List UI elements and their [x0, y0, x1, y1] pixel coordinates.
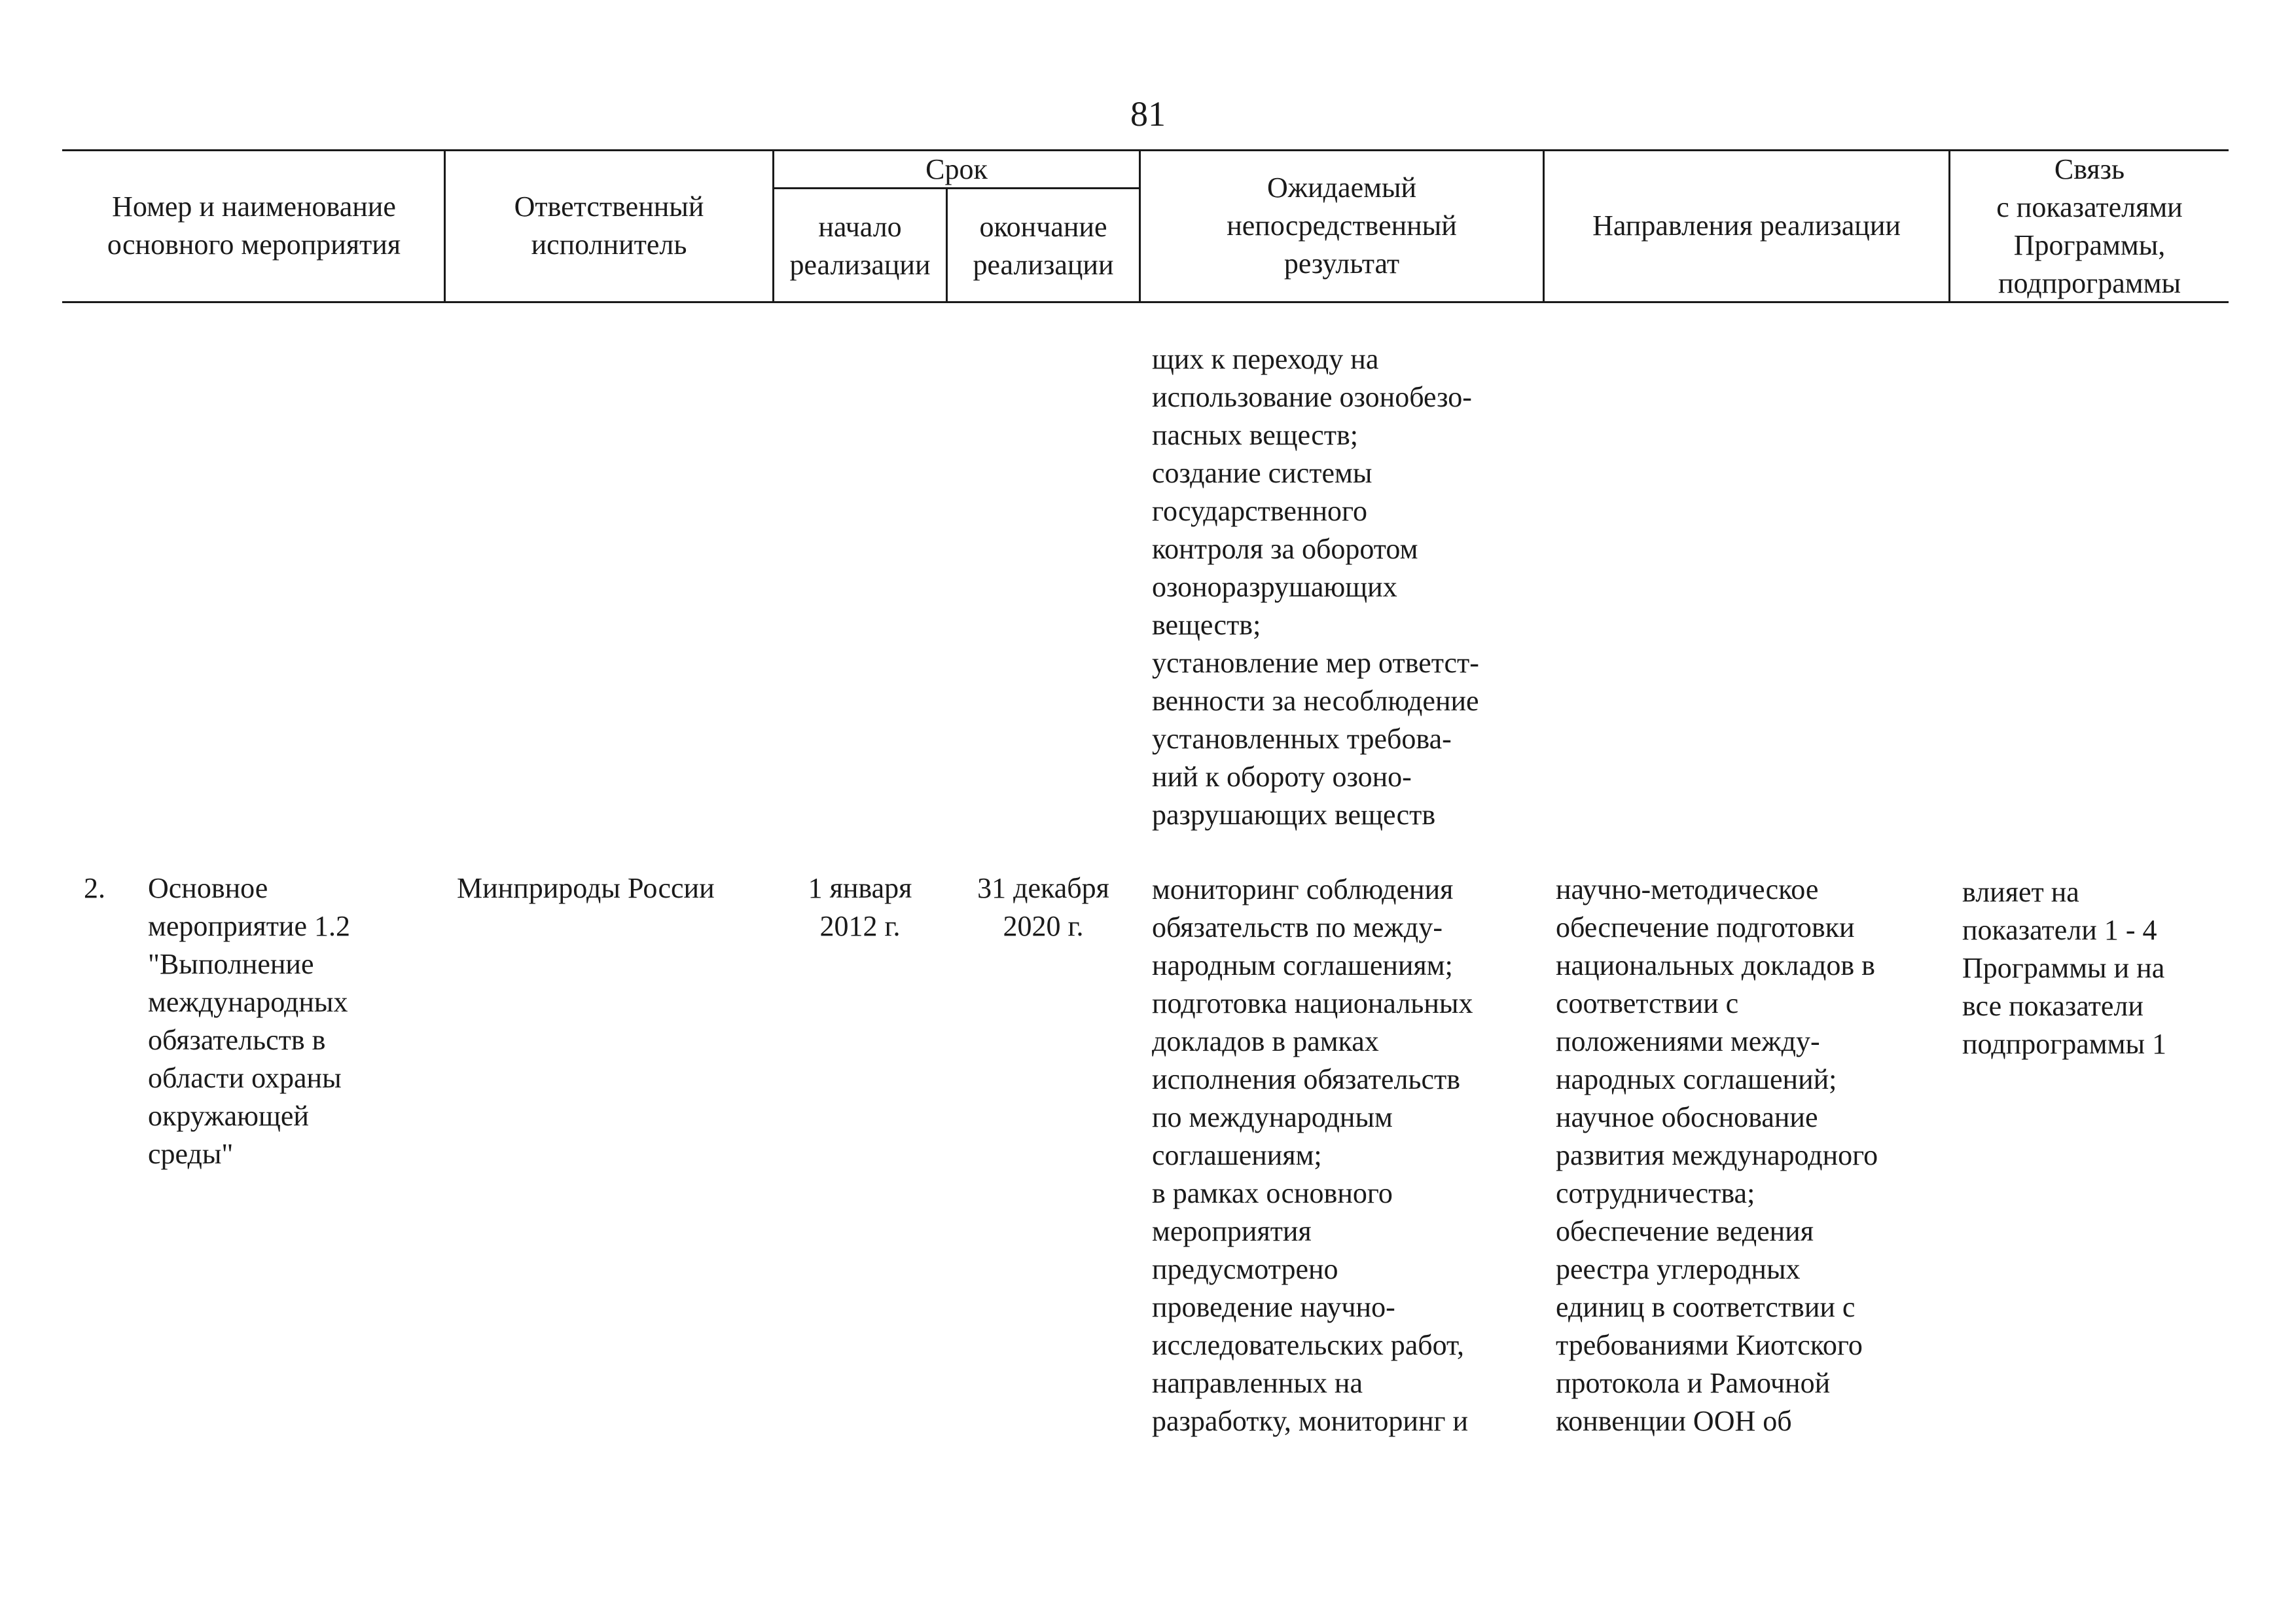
result-line: мониторинг соблюдения	[1152, 873, 1454, 905]
activity-line: Основное	[148, 872, 268, 904]
result-line: в рамках основного	[1152, 1177, 1393, 1209]
activity-line: международных	[148, 986, 348, 1018]
continuation-result	[1152, 340, 1545, 834]
executor: Минприроды России	[457, 872, 715, 904]
direction-line: положениями между-	[1556, 1025, 1820, 1057]
direction-line: единиц в соответствии с	[1556, 1291, 1856, 1323]
activity-line: окружающей	[148, 1100, 309, 1132]
result-line: веществ;	[1152, 609, 1261, 641]
result-line: установленных требова-	[1152, 723, 1452, 755]
date-line: 1 января	[808, 872, 912, 904]
indicator-line: подпрограммы 1	[1962, 1028, 2167, 1060]
result-line: ний к обороту озоно-	[1152, 761, 1412, 793]
result-line: государственного	[1152, 495, 1367, 527]
result-line: мероприятия	[1152, 1215, 1312, 1247]
header-text: Направления реализации	[1592, 210, 1901, 242]
result-line: установление мер ответст-	[1152, 647, 1479, 679]
direction-line: сотрудничества;	[1556, 1177, 1755, 1209]
result-line: подготовка национальных	[1152, 987, 1473, 1019]
header-text: окончание	[979, 211, 1107, 243]
header-text: Ответственный	[514, 191, 704, 223]
direction-line: национальных докладов в	[1556, 949, 1875, 981]
header-text: подпрограммы	[1998, 267, 2181, 299]
date-line: 31 декабря	[977, 872, 1109, 904]
header-col-activity	[64, 188, 444, 264]
start-date	[774, 869, 946, 945]
header-text: Связь	[2054, 153, 2125, 185]
direction-line: обеспечение ведения	[1556, 1215, 1814, 1247]
table-top-border	[62, 149, 2229, 151]
header-text: начало	[818, 211, 902, 243]
result-line: щих к переходу на	[1152, 343, 1379, 375]
direction-line: реестра углеродных	[1556, 1253, 1801, 1285]
header-col-executor	[446, 188, 772, 264]
result-line: разработку, мониторинг и	[1152, 1405, 1469, 1437]
result-line: пасных веществ;	[1152, 419, 1359, 451]
date-line: 2012 г.	[819, 910, 901, 942]
direction-line: соответствии с	[1556, 987, 1739, 1019]
result-line: исполнения обязательств	[1152, 1063, 1461, 1095]
direction-line: обеспечение подготовки	[1556, 911, 1855, 943]
header-text: Ожидаемый	[1266, 172, 1417, 204]
header-term-group: Срок	[925, 153, 988, 185]
activity-name	[148, 869, 442, 1173]
direction-line: народных соглашений;	[1556, 1063, 1837, 1095]
result-line: создание системы	[1152, 457, 1372, 489]
result-line: проведение научно-	[1152, 1291, 1395, 1323]
program-indicators	[1962, 873, 2224, 1063]
direction-line: научное обоснование	[1556, 1101, 1818, 1133]
header-col-indicators	[1950, 151, 2229, 302]
result-line: соглашениям;	[1152, 1139, 1322, 1171]
activity-line: мероприятие 1.2	[148, 910, 351, 942]
header-col-end	[948, 208, 1139, 284]
direction-line: требованиями Киотского	[1556, 1329, 1863, 1361]
header-text: результат	[1283, 247, 1400, 280]
row-number: 2.	[84, 872, 105, 904]
date-line: 2020 г.	[1003, 910, 1084, 942]
header-text: основного мероприятия	[107, 228, 401, 261]
result-line: направленных на	[1152, 1367, 1363, 1399]
table-header-bottom-border	[62, 301, 2229, 303]
header-text: с показателями	[1996, 191, 2183, 223]
direction-line: конвенции ООН об	[1556, 1405, 1792, 1437]
result-line: обязательств по между-	[1152, 911, 1443, 943]
end-date	[948, 869, 1139, 945]
indicator-line: влияет на	[1962, 876, 2079, 908]
indicator-line: Программы и на	[1962, 952, 2165, 984]
direction-line: развития международного	[1556, 1139, 1878, 1171]
result-line: использование озонобезо-	[1152, 381, 1472, 413]
activity-line: "Выполнение	[148, 948, 314, 980]
activity-line: области охраны	[148, 1062, 342, 1094]
header-col-result	[1141, 169, 1543, 283]
result-line: докладов в рамках	[1152, 1025, 1379, 1057]
result-line: предусмотрено	[1152, 1253, 1338, 1285]
result-line: народным соглашениям;	[1152, 949, 1453, 981]
activity-line: среды"	[148, 1138, 234, 1170]
activity-line: обязательств в	[148, 1024, 326, 1056]
header-text: реализации	[973, 249, 1114, 281]
implementation-directions	[1556, 871, 1948, 1440]
indicator-line: все показатели	[1962, 990, 2144, 1022]
result-line: озоноразрушающих	[1152, 571, 1397, 603]
result-line: разрушающих веществ	[1152, 799, 1436, 831]
header-col-directions	[1545, 207, 1948, 245]
header-text: реализации	[789, 249, 931, 281]
header-col-start	[774, 208, 946, 284]
result-line: контроля за оборотом	[1152, 533, 1418, 565]
header-text: Номер и наименование	[112, 191, 396, 223]
page-number: 81	[1130, 94, 1166, 134]
expected-result	[1152, 871, 1545, 1440]
direction-line: протокола и Рамочной	[1556, 1367, 1831, 1399]
header-text: Программы,	[2013, 229, 2166, 261]
indicator-line: показатели 1 - 4	[1962, 914, 2157, 946]
direction-line: научно-методическое	[1556, 873, 1819, 905]
header-text: исполнитель	[531, 228, 687, 261]
result-line: исследовательских работ,	[1152, 1329, 1464, 1361]
header-text: непосредственный	[1227, 210, 1457, 242]
result-line: венности за несоблюдение	[1152, 685, 1479, 717]
result-line: по международным	[1152, 1101, 1393, 1133]
